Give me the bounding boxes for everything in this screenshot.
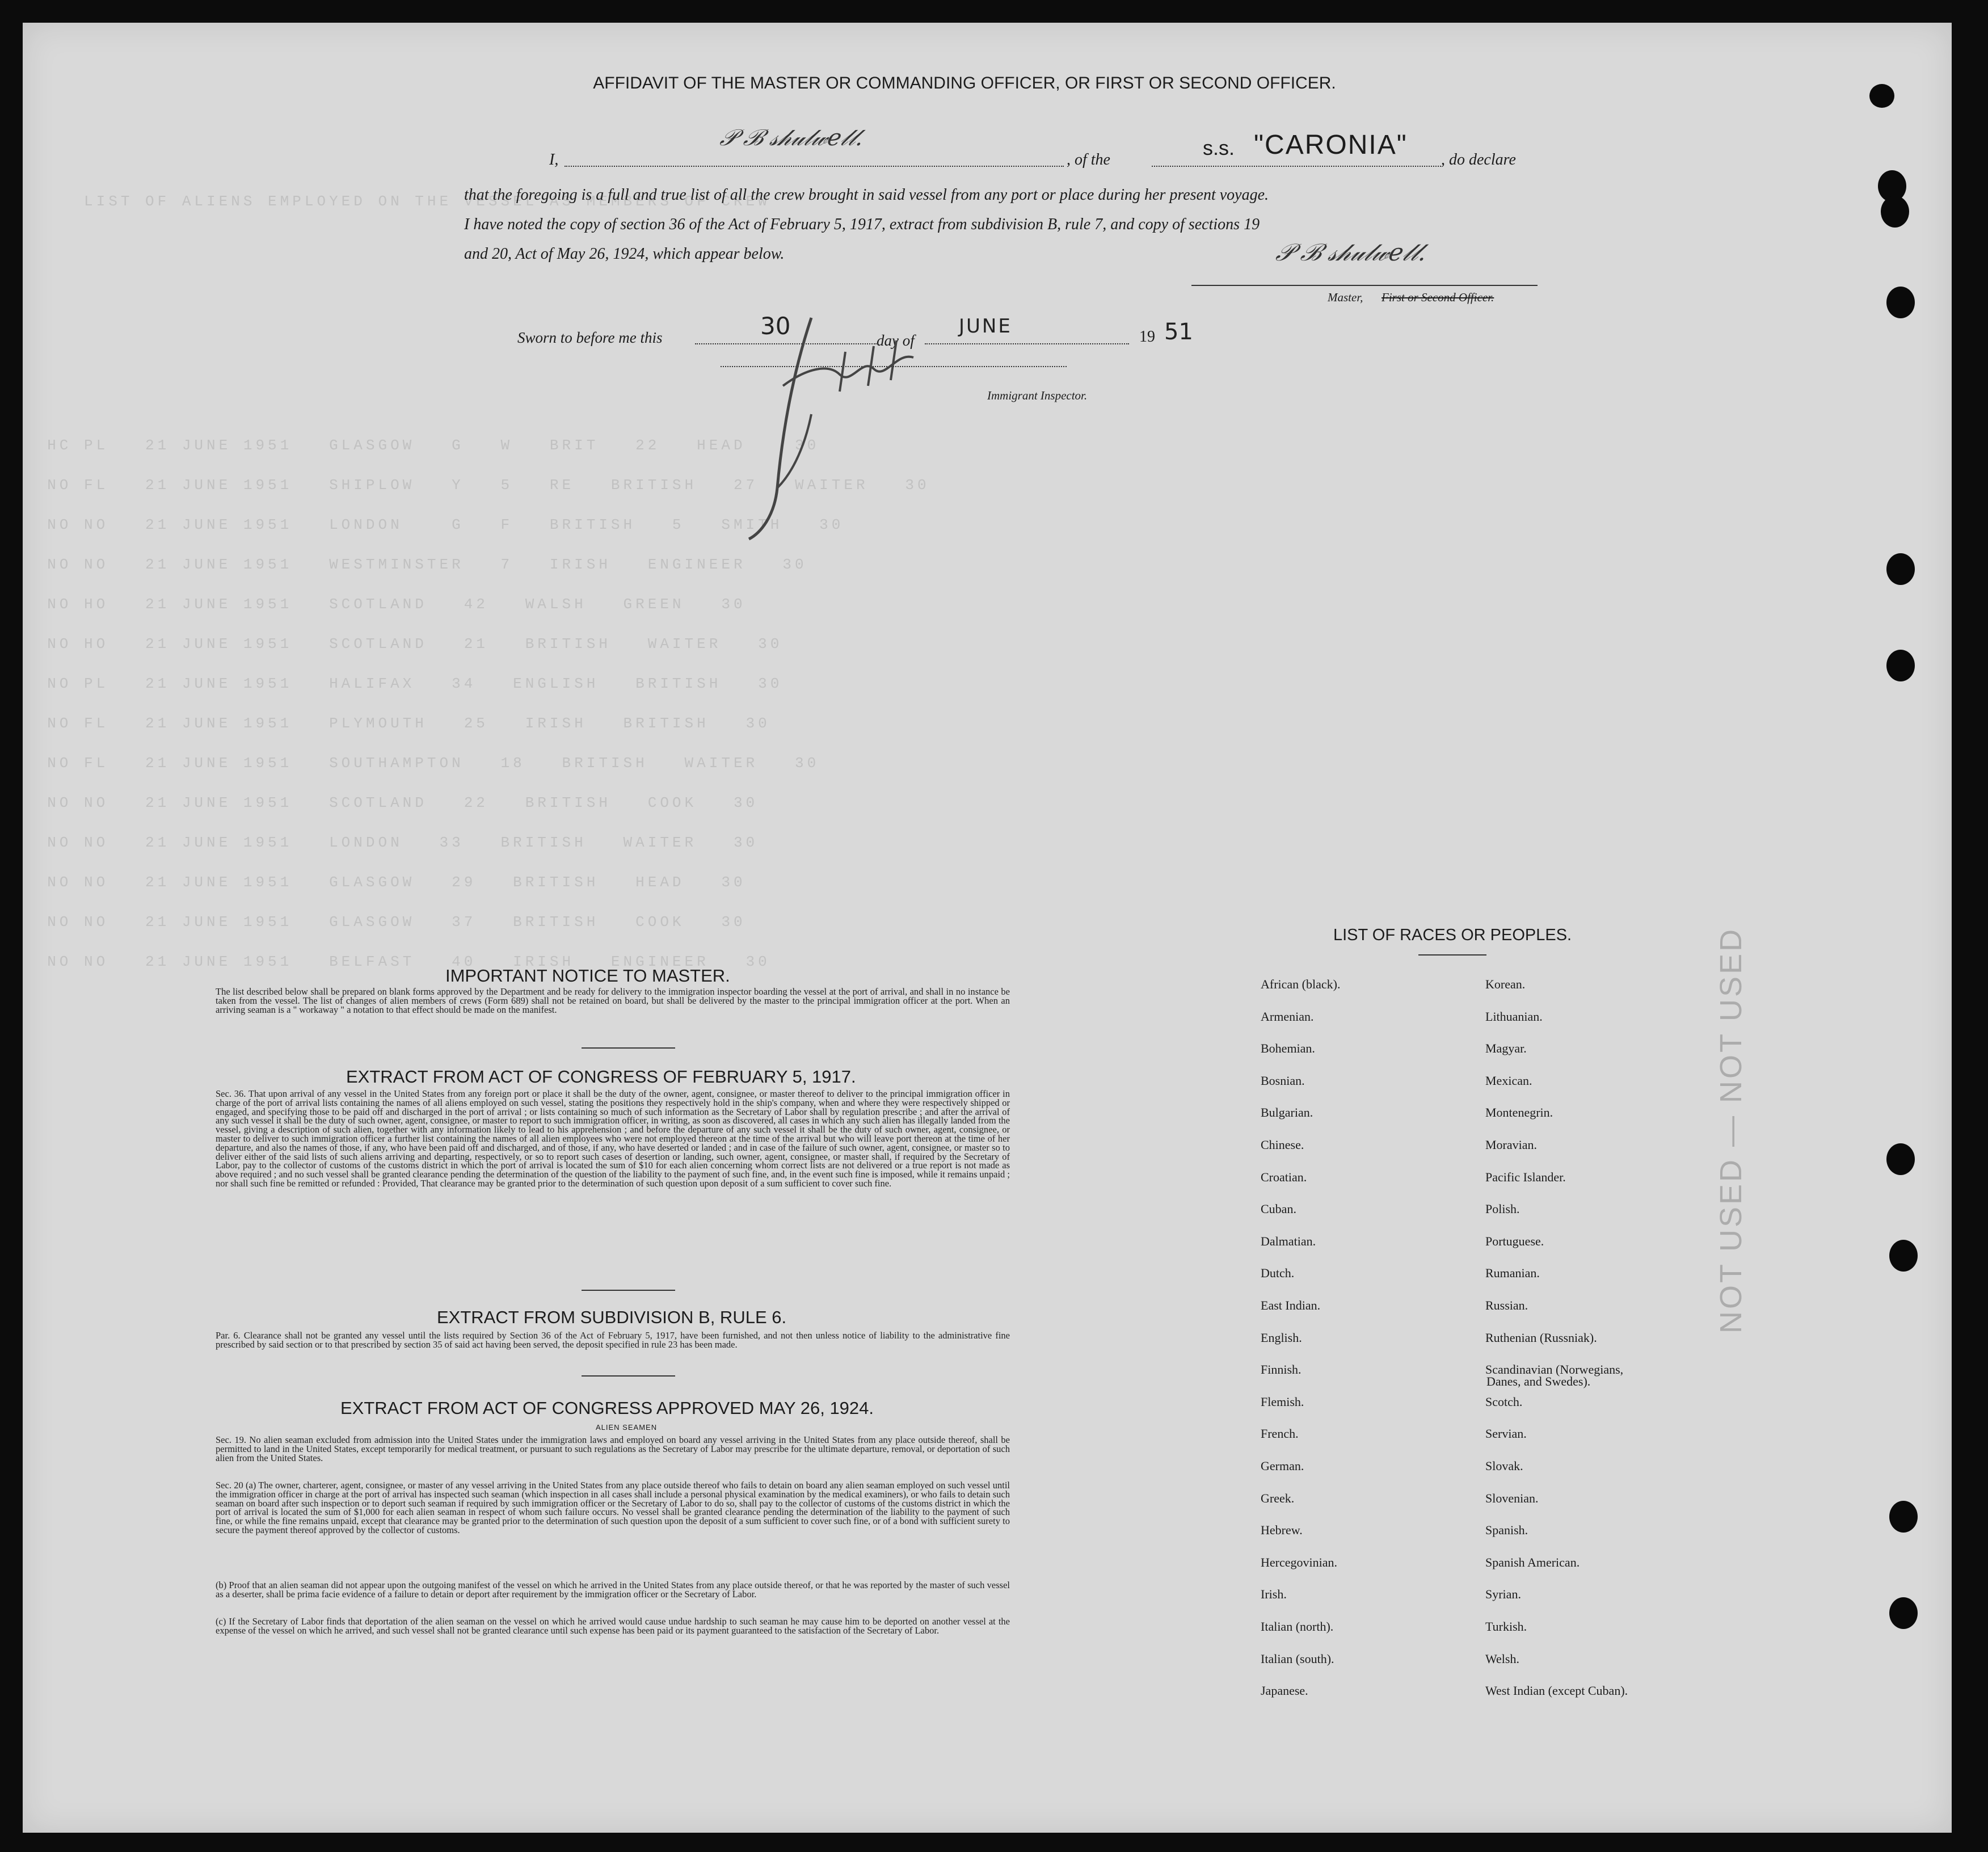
punch-hole <box>1889 1240 1918 1272</box>
extract-1917-title: EXTRACT FROM ACT OF CONGRESS OF FEBRUARY 5, 1917. <box>346 1067 856 1087</box>
master-signature: 𝒫 ℬ 𝓈𝒽𝓊𝓁𝓌𝑒𝓁𝓁. <box>718 125 866 151</box>
punch-hole <box>1881 196 1909 228</box>
vessel-line <box>1152 166 1441 167</box>
race-item: Bohemian. <box>1261 1041 1315 1056</box>
races-divider <box>1418 954 1486 956</box>
race-item: Chinese. <box>1261 1138 1304 1152</box>
race-item: Armenian. <box>1261 1009 1314 1024</box>
rule-6-divider <box>582 1375 675 1377</box>
race-item: Rumanian. <box>1485 1266 1540 1281</box>
year-prefix: 19 <box>1139 328 1155 346</box>
extract-1924-title: EXTRACT FROM ACT OF CONGRESS APPROVED MAY 26, 1924. <box>340 1398 874 1418</box>
race-item: Syrian. <box>1485 1587 1521 1602</box>
race-item: Montenegrin. <box>1485 1105 1553 1120</box>
i-label: I, <box>549 151 559 169</box>
rule-6-text: Par. 6. Clearance shall not be granted any vessel until the lists required by Section 36 of the Act of February 5, 1917, have been furnished, and not then unless notice of liability to the administrative fine prescribed by said section or to that prescribed by section 35 of said act having been served, the deposit specified in rule 23 has been made. <box>216 1330 1010 1350</box>
of-the-label: , of the <box>1067 151 1110 169</box>
race-item: African (black). <box>1261 977 1341 991</box>
race-item: Portuguese. <box>1485 1234 1544 1248</box>
extract-1917-divider <box>582 1290 675 1291</box>
race-item: Flemish. <box>1261 1394 1304 1409</box>
race-item: Italian (south). <box>1261 1651 1334 1666</box>
race-item: Spanish. <box>1485 1523 1528 1538</box>
race-item: Slovenian. <box>1485 1491 1539 1505</box>
extract-1924-sec20b: (b) Proof that an alien seaman did not appear upon the outgoing manifest of the vessel on which he arrived in the United States from any place outside thereof, or that he was reported by the master of such vessel as a deserter, shall be prima facie evidence of a failure to detain or deport after requirement by the immigration officer or the Secretary of Labor. <box>216 1580 1010 1600</box>
race-item-continuation: Danes, and Swedes). <box>1486 1374 1591 1388</box>
punch-hole <box>1889 1597 1918 1629</box>
alien-seamen-subtitle: ALIEN SEAMEN <box>596 1423 658 1432</box>
rule-6-title: EXTRACT FROM SUBDIVISION B, RULE 6. <box>437 1307 787 1327</box>
punch-hole <box>1886 553 1915 585</box>
race-item: Japanese. <box>1261 1683 1308 1698</box>
race-item: French. <box>1261 1426 1299 1441</box>
master-countersignature: 𝒫 ℬ 𝓈𝒽𝓊𝓁𝓌𝑒𝓁𝓁. <box>1273 238 1430 266</box>
race-item: Turkish. <box>1485 1619 1527 1634</box>
race-item: Welsh. <box>1485 1651 1519 1666</box>
inspector-label: Immigrant Inspector. <box>987 389 1088 402</box>
race-item: Moravian. <box>1485 1138 1538 1152</box>
notice-title: IMPORTANT NOTICE TO MASTER. <box>445 966 730 986</box>
race-item: Korean. <box>1485 977 1526 991</box>
affidavit-body-line-2: I have noted the copy of section 36 of the Act of February 5, 1917, extract from subdivision B, rule 7, and copy of sections 19 <box>464 216 1260 233</box>
race-item: Ruthenian (Russniak). <box>1485 1330 1597 1345</box>
race-item: Cuban. <box>1261 1202 1296 1217</box>
punch-hole <box>1886 650 1915 681</box>
race-item: Servian. <box>1485 1426 1527 1441</box>
extract-1924-sec19: Sec. 19. No alien seaman excluded from admission into the United States under the immigration laws and employed on board any vessel arriving in the United States from any place outside thereof, shall be permitted to land in the United States, except temporarily for medical treatment, or pursuant to such regulations as the Secretary of Labor may prescribe for the ultimate departure, removal, or deportation of such alien from the United States. <box>216 1434 1010 1463</box>
notice-divider <box>582 1047 675 1049</box>
extract-1924-sec20a: Sec. 20 (a) The owner, charterer, agent, consignee, or master of any vessel arriving in the United States from any place outside thereof who fails to detain on board any alien seaman employed on such vessel until the immigration officer in charge at the port of arrival has inspected such seaman (which inspection in all cases shall include a personal physical examination by the medical examiners), or who fails to detain such seaman on board after such inspection or to deport such seaman if required by such immigration officer or the Secretary of Labor to do so, shall pay to the collector of customs of the customs district in which the port of arrival is located the sum of $1,000 for each alien seaman in respect of whom such failure occurs. No vessel shall be granted clearance pending the determination of the liability to the payment of such fine, or while the fine remains unpaid, except that clearance may be granted prior to the determination of such question upon the deposit of a sum sufficient to cover such fine, or of a bond with sufficient surety to secure the payment thereof approved by the collector of customs. <box>216 1480 1010 1535</box>
vessel-prefix: s.s. <box>1203 136 1235 159</box>
race-item: Hercegovinian. <box>1261 1555 1337 1569</box>
race-item: Bosnian. <box>1261 1073 1305 1088</box>
race-item: West Indian (except Cuban). <box>1485 1683 1628 1698</box>
race-item: Finnish. <box>1261 1362 1302 1377</box>
officer-struck-label: First or Second Officer. <box>1382 291 1494 304</box>
race-item: Scotch. <box>1485 1394 1523 1409</box>
race-item: Greek. <box>1261 1491 1295 1505</box>
race-item: Hebrew. <box>1261 1523 1303 1538</box>
race-item: Russian. <box>1485 1298 1528 1312</box>
sworn-label: Sworn to before me this <box>517 329 663 346</box>
not-used-stamp: NOT USED — NOT USED <box>1714 927 1748 1333</box>
notice-text: The list described below shall be prepared on blank forms approved by the Department and be ready for delivery to the immigration inspector boarding the vessel at the port of arrival, and shall in no instance be taken from the vessel. The list of changes of alien members of crews (Form 689) shall not be retained on board, but shall be delivered by the master to the principal immigration officer at the port. When an arriving seaman is a " workaway " a notation to that effect should be made on the manifest. <box>216 986 1010 1015</box>
punch-hole <box>1886 287 1915 318</box>
affidavit-title: AFFIDAVIT OF THE MASTER OR COMMANDING OFFICER, OR FIRST OR SECOND OFFICER. <box>593 74 1336 92</box>
day-of-label: day of <box>877 332 915 349</box>
punch-hole <box>1886 1143 1915 1175</box>
punch-hole <box>1889 1501 1918 1533</box>
race-item: Magyar. <box>1485 1041 1527 1056</box>
race-item: Slovak. <box>1485 1459 1523 1473</box>
race-item: Dalmatian. <box>1261 1234 1316 1248</box>
master-signature-line <box>1191 285 1538 286</box>
document-page: LIST OF ALIENS EMPLOYED ON THE VESSEL AS MEMBERS OF CREW HC PL 21 JUNE 1951 GLASGOW G W BRIT 22 HEAD 30 NO FL 21 JUNE 1951 SHIPLOW Y 5 RE BRITISH 27 WAITER 30 NO NO 21 JUNE 1951 LONDON G F BRITISH 5 SMITH 30 NO NO 21 JUNE 1951 WESTMINSTER 7 IRISH ENGINEER 30 NO HO 21 JUNE 1951 SCOTLAND 42 WALSH GREEN 30 NO HO 21 JUNE 1951 SCOTLAND 21 BRITISH WAITER 30 NO PL 21 JUNE 1951 HALIFAX 34 ENGLISH BRITISH 30 NO FL 21 JUNE 1951 PLYMOUTH 25 IRISH BRITISH 30 NO FL 21 JUNE 1951 SOUTHAMPTON 18 BRITISH WAITER 30 NO NO 21 JUNE 1951 SCOTLAND 22 BRITISH COOK 30 NO NO 21 JUNE 1951 LONDON 33 BRITISH WAITER 30 NO NO 21 JUNE 1951 GLASGOW 29 BRITISH HEAD 30 NO NO 21 JUNE 1951 GLASGOW 37 BRITISH COOK 30 NO NO 21 JUNE 1951 BELFAST 40 IRISH ENGINEER 30 AFFIDAVIT OF THE MASTER OR COMMANDING OFFICER, OR FIRST OR SECOND OFFICER. I, 𝒫 ℬ 𝓈𝒽𝓊𝓁𝓌𝑒𝓁𝓁. , of the s.s. "CARONIA" , do declare that the foregoing is a full and true list of all the crew brought in said vessel from any port or place during her present voyage. I have noted the copy of section 36 of the Act of February 5, 1917, extract from subdivision B, rule 7, and copy of sections 19 and 20, Act of May 26, 1924, which appear below. 𝒫 ℬ 𝓈𝒽𝓊𝓁𝓌𝑒𝓁𝓁. Master, First or Second Officer. Sworn to before me this 30 day of JUNE 19 51 Immigrant Inspector. IMPORTANT NOTICE TO MASTER. The list described below shall be prepared on blank forms approved by the Department and be ready for delivery to the immigration inspector boarding the vessel at the port of arrival, and shall in no instance be taken from the vessel. The list of changes of alien members of crews (Form 689) shall not be retained on board, but shall be delivered by the master to the principal immigration officer at the port. When an arriving seaman is a " workaway " a notation to that effect should be made on the manifest. EXTRACT FROM ACT OF CONGRESS OF FEBRUARY 5, 1917. Sec. 36. That upon arrival of any vessel in the United States from any foreign port or place it shall be the duty of the owner, agent, consignee, or master thereof to deliver to the principal immigration officer in charge of the port of arrival lists containing the names of all aliens employed on such vessel, stating the positions they respectively hold in the ship's company, when and where they were respectively shipped or engaged, and specifying those to be paid off and discharged in the port of arrival ; or lists containing so much of such information as the Secretary of Labor shall by regulation prescribe ; and after the arrival of any such vessel it shall be the duty of such owner, agent, consignee, or master to report to such immigration officer, in writing, as soon as discovered, all cases in which any such alien has illegally landed from the vessel, giving a description of such alien, together with any information likely to lead to his apprehension ; and before the departure of any such vessel it shall be the duty of such owner, agent, consignee, or master to deliver to such immigration officer a further list containing the names of all alien employees who were not employed thereon at the time of the arrival but who will leave port thereon at the time of her departure, and also the names of those, if any, who have been paid off and discharged, and of those, if any, who have deserted or landed ; and in case of the failure of such owner, agent, consignee, or master so to deliver either of the said lists of such aliens arriving and departing, respectively, or so to report such cases of desertion or landing, such owner, agent, consignee, or master shall, if required by the Secretary of Labor, pay to the collector of customs of the customs district in which the port of arrival is located the sum of $10 for each alien concerning whom correct lists are not delivered or a true report is not made as above required ; and no such vessel shall be granted clearance pending the determination of the question of the liability to the payment of such fine, and, in the event such fine is imposed, while it remains unpaid ; nor shall such fine be remitted or refunded : Provided, That clearance may be granted prior to the determination of such question upon deposit of a sum sufficient to cover such fine. EXTRACT FROM SUBDIVISION B, RULE 6. Par. 6. Clearance shall not be granted any vessel until the lists required by Section 36 of the Act of February 5, 1917, have been furnished, and not then unless notice of liability to the administrative fine prescribed by said section or to that prescribed by section 35 of said act having been served, the deposit specified in rule 23 has been made. EXTRACT FROM ACT OF CONGRESS APPROVED MAY 26, 1924. ALIEN SEAMEN Sec. 19. No alien seaman excluded from admission into the United States under the immigration laws and employed on board any vessel arriving in the United States from any place outside thereof, shall be permitted to land in the United States, except temporarily for medical treatment, or pursuant to such regulations as the Secretary of Labor may prescribe for the ultimate departure, removal, or deportation of such alien from the United States. Sec. 20 (a) The owner, charterer, agent, consignee, or master of any vessel arriving in the United States from any place outside thereof who fails to detain on board any alien seaman employed on such vessel until the immigration officer in charge at the port of arrival has inspected such seaman (which inspection in all cases shall include a personal physical examination by the medical examiners), or who fails to detain such seaman on board after such inspection or to deport such seaman if required by such immigration officer or the Secretary of Labor to do so, shall pay to the collector of customs of the customs district in which the port of arrival is located the sum of $1,000 for each alien seaman in respect of whom such failure occurs. No vessel shall be granted clearance pending the determination of the liability to the payment of such fine, or while the fine remains unpaid, except that clearance may be granted prior to the determination of such question upon the deposit of a sum sufficient to cover such fine, or of a bond with sufficient surety to secure the payment thereof approved by the collector of customs. (b) Proof that an alien seaman did not appear upon the outgoing manifest of the vessel on which he arrived in the United States from any place outside thereof, or that he was reported by the master of such vessel as a deserter, shall be prima facie evidence of a failure to detain or deport after requirement by the immigration officer or the Secretary of Labor. (c) If the Secretary of Labor finds that deportation of the alien seaman on the vessel on which he arrived would cause undue hardship to such seaman he may cause him to be deported on another vessel at the expense of the vessel on which he arrived, and such vessel shall not be granted clearance until such expense has been paid or its payment guaranteed to the satisfaction of the Secretary of Labor. LIST OF RACES OR PEOPLES. Danes, and Swedes). NOT USED — NOT USED African (black). Armenian. Bohemian. Bosnian. Bulgarian. Chinese. Croatian. Cuban. Dalmatian. Dutch. East Indian. English. Finnish. Flemish. French. German. Greek. Hebrew. Hercegovinian. Irish. Italian (north). Italian (south). Japanese. Korean. Lithuanian. Magyar. Mexican. Montenegrin. Moravian. Pacific Islander. Polish. Portuguese. Rumanian. Russian. Ruthenian (Russniak). Scandinavian (Norwegians, Scotch. Servian. Slovak. Slovenian. Spanish. Spanish American. Syrian. Turkish. Welsh. West Indian (except Cuban). <box>23 23 1952 1833</box>
sworn-month: JUNE <box>959 315 1012 338</box>
master-name-line <box>565 166 1064 167</box>
race-item: Polish. <box>1485 1202 1520 1217</box>
race-item: Scandinavian (Norwegians, <box>1485 1362 1624 1377</box>
race-item: Mexican. <box>1485 1073 1532 1088</box>
race-item: Irish. <box>1261 1587 1287 1602</box>
do-declare-label: , do declare <box>1441 151 1516 169</box>
inspector-signature <box>726 301 953 550</box>
vessel-name: "CARONIA" <box>1254 130 1408 160</box>
affidavit-body-line-3: and 20, Act of May 26, 1924, which appear below. <box>464 245 785 263</box>
extract-1917-text: Sec. 36. That upon arrival of any vessel in the United States from any foreign port or place it shall be the duty of the owner, agent, consignee, or master thereof to deliver to the principal immigration officer in charge of the port of arrival lists containing the names of all aliens employed on such vessel, stating the positions they respectively hold in the ship's company, when and where they were respectively shipped or engaged, and specifying those to be paid off and discharged in the port of arrival ; or lists containing so much of such information as the Secretary of Labor shall by regulation prescribe ; and after the arrival of any such vessel it shall be the duty of such owner, agent, consignee, or master to report to such immigration officer, in writing, as soon as discovered, all cases in which any such alien has illegally landed from the vessel, giving a description of such alien, together with any information likely to lead to his apprehension ; and before the departure of any such vessel it shall be the duty of such owner, agent, consignee, or master to deliver to such immigration officer a further list containing the names of all alien employees who were not employed thereon at the time of the arrival but who will leave port thereon at the time of her departure, and also the names of those, if any, who have been paid off and discharged, and of those, if any, who have deserted or landed ; and in case of the failure of such owner, agent, consignee, or master so to deliver either of the said lists of such aliens arriving and departing, respectively, or so to report such cases of desertion or landing, such owner, agent, consignee, or master shall, if required by the Secretary of Labor, pay to the collector of customs of the customs district in which the port of arrival is located the sum of $10 for each alien concerning whom correct lists are not delivered or a true report is not made as above required ; and no such vessel shall be granted clearance pending the determination of the question of the liability to the payment of such fine, and, in the event such fine is imposed, while it remains unpaid ; nor shall such fine be remitted or refunded : Provided, That clearance may be granted prior to the determination of such question upon deposit of a sum sufficient to cover such fine. <box>216 1088 1010 1189</box>
race-item: East Indian. <box>1261 1298 1321 1312</box>
sworn-day: 30 <box>760 312 791 340</box>
affidavit-body-line-1: that the foregoing is a full and true list of all the crew brought in said vessel from any port or place during her present voyage. <box>464 186 1269 204</box>
master-label: Master, <box>1328 291 1363 304</box>
race-item: Croatian. <box>1261 1169 1307 1184</box>
races-title: LIST OF RACES OR PEOPLES. <box>1333 926 1572 944</box>
race-item: Dutch. <box>1261 1266 1295 1281</box>
race-item: Pacific Islander. <box>1485 1169 1566 1184</box>
year-suffix: 51 <box>1164 319 1193 345</box>
race-item: Italian (north). <box>1261 1619 1334 1634</box>
extract-1924-sec20c: (c) If the Secretary of Labor finds that deportation of the alien seaman on the vessel on which he arrived would cause undue hardship to such seaman he may cause him to be deported on another vessel at the expense of the vessel on which he arrived, and such vessel shall not be granted clearance until such expense has been paid or its payment guaranteed to the satisfaction of the Secretary of Labor. <box>216 1616 1010 1636</box>
race-item: Spanish American. <box>1485 1555 1580 1569</box>
race-item: Lithuanian. <box>1485 1009 1543 1024</box>
sworn-month-line <box>925 343 1129 344</box>
race-item: Bulgarian. <box>1261 1105 1313 1120</box>
race-item: German. <box>1261 1459 1304 1473</box>
race-item: English. <box>1261 1330 1302 1345</box>
